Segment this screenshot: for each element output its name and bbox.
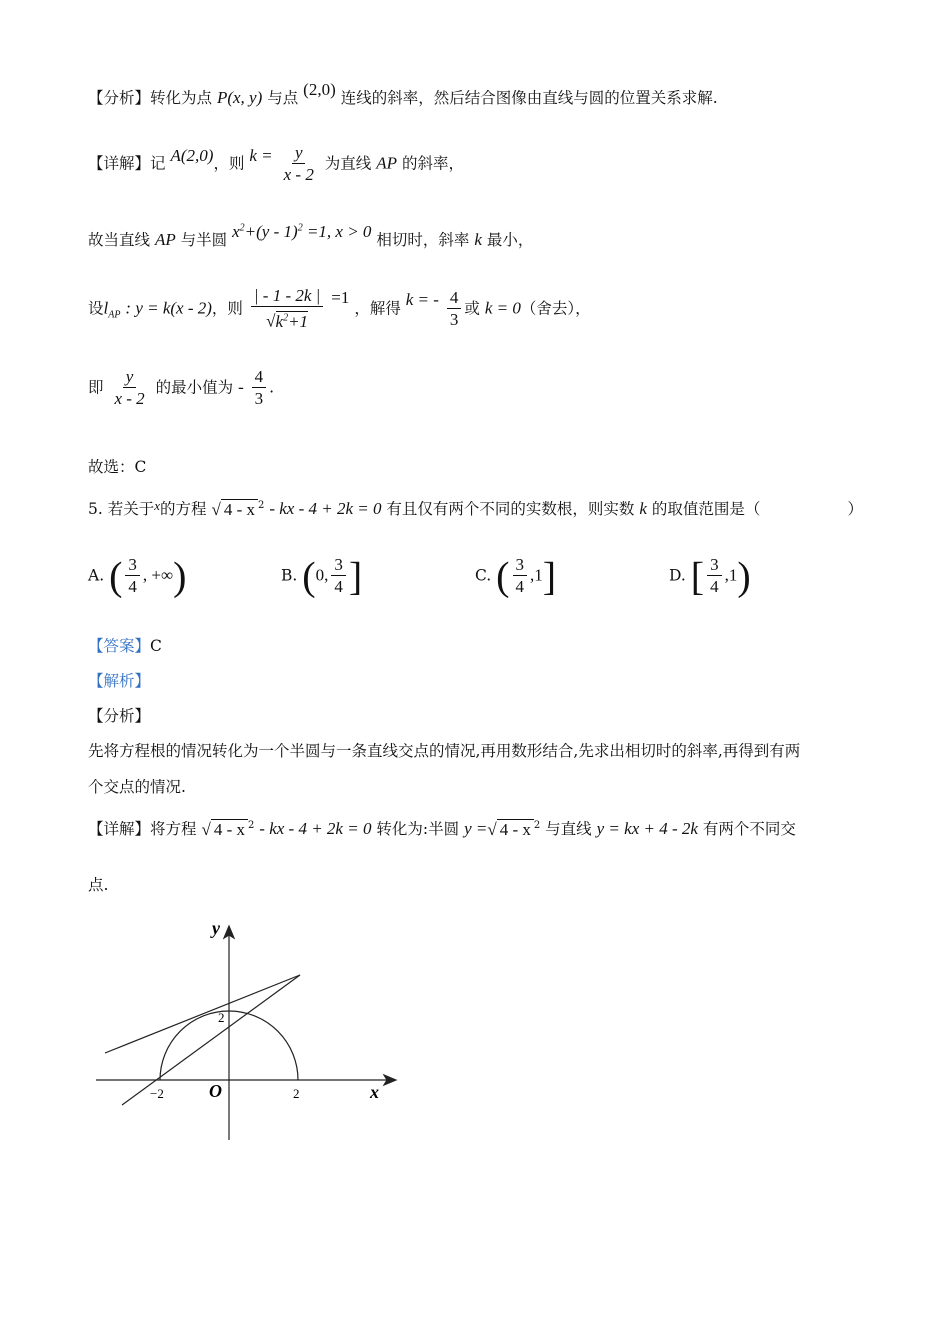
detail-line-2: 故当直线 AP 与半圆 $x^2+(y - 1)^2 =1$, x > 0 相切时，斜率 k 最小， xyxy=(88,222,534,249)
option-a[interactable]: A. ( $\frac{3}{4}$ , +∞) xyxy=(88,553,187,599)
detail-line-1: 【详解】记 A(2,0)，则 k = $\frac{y}{x - 2}$ 为直线 AP 的斜率， xyxy=(88,143,464,184)
detail-line-q5: 【详解】将方程 √ 4 - x $^2$ - kx - 4 + 2k = 0 转化为:半圆 y =√ 4 - x $^2$ 与直线 y = kx + 4 - 2k 有两个不同交 xyxy=(88,819,796,839)
detail-line-3: 设$l_{AP}$ : y = k(x - 2)，则 $\frac{| - 1 - 2k |}{√k^2+1}$ =1 ，解得 k = - $\frac{4}{3}$ 或 k = 0（舍去）， xyxy=(88,286,591,331)
analysis-text-1: 先将方程根的情况转化为一个半圆与一条直线交点的情况,再用数形结合,先求出相切时的斜率,再得到有两 xyxy=(88,742,801,760)
tangent-line xyxy=(105,975,300,1053)
option-d[interactable]: D. [ $\frac{3}{4}$ ,1) xyxy=(669,553,751,599)
origin-label: O xyxy=(209,1081,222,1101)
tick-pos2: 2 xyxy=(293,1086,300,1101)
x-axis-label: x xyxy=(370,1082,379,1102)
analysis-line: 【分析】转化为点 P(x, y) 与点 (2,0) 连线的斜率，然后结合图像由直线与圆的位置关系求解. xyxy=(88,80,718,107)
tick-neg2: −2 xyxy=(150,1086,164,1101)
analysis-text-2: 个交点的情况. xyxy=(88,778,186,796)
option-c[interactable]: C. ( $\frac{3}{4}$ ,1] xyxy=(475,553,557,599)
tick-y2: 2 xyxy=(218,1010,225,1025)
explain-label: 【解析】 xyxy=(88,672,151,690)
answer-line: 故选：C xyxy=(88,458,147,476)
y-axis-label: y xyxy=(212,918,220,938)
detail-line-q5-end: 点. xyxy=(88,876,109,894)
question-5: 5. 若关于$^x$的方程 √ 4 - x $^2$ - kx - 4 + 2k = 0 有且仅有两个不同的实数根，则实数 k 的取值范围是（ ） xyxy=(88,498,863,519)
answer-row: 【答案】C xyxy=(88,637,162,655)
analysis-label: 【分析】 xyxy=(88,707,151,725)
detail-line-4: 即 $\frac{y}{x - 2}$ 的最小值为 - $\frac{4}{3}$ . xyxy=(88,367,275,408)
option-b[interactable]: B. (0, $\frac{3}{4}$ ] xyxy=(281,553,363,599)
